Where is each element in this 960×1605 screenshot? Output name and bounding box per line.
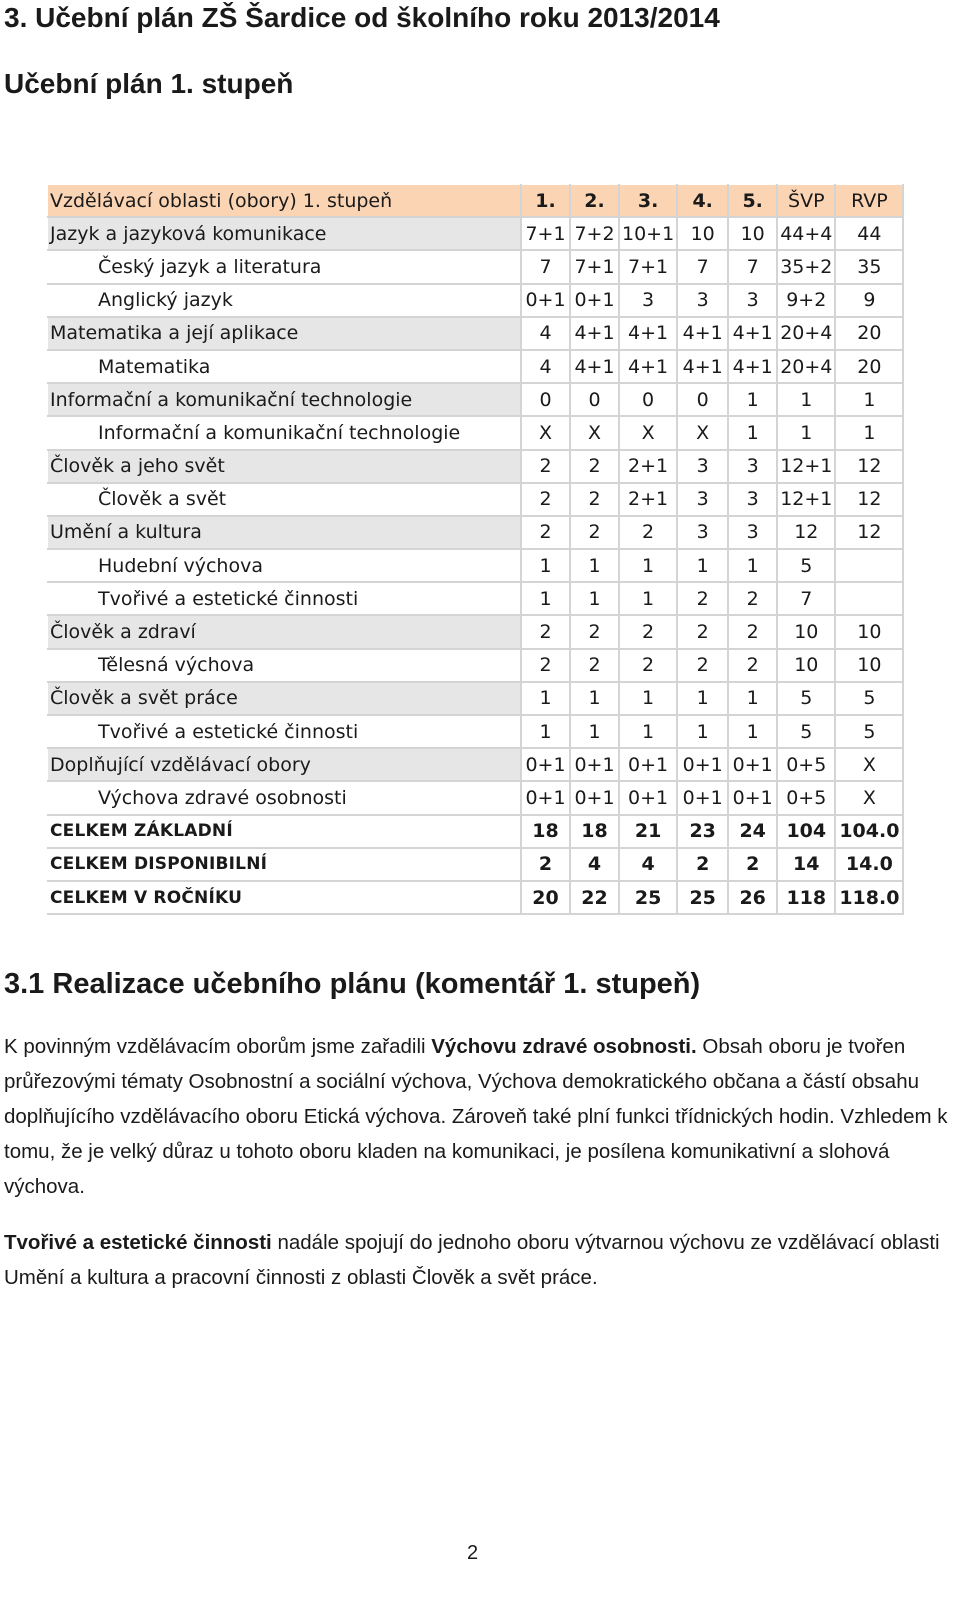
row-label-cell: Tvořivé a estetické činnosti — [48, 582, 522, 615]
table-cell: 10 — [728, 217, 777, 250]
table-cell: 0+1 — [521, 748, 570, 781]
subject-row — [48, 416, 904, 449]
table-cell: 1 — [570, 682, 619, 715]
table-cell: 1 — [777, 383, 835, 416]
page-number: 2 — [467, 1542, 479, 1564]
row-label-cell: Český jazyk a literatura — [48, 250, 522, 283]
row-label-cell: Člověk a zdraví — [48, 615, 522, 648]
table-cell: 1 — [835, 416, 903, 449]
table-cell: 20+4 — [777, 317, 835, 350]
table-cell: 2+1 — [619, 483, 677, 516]
table-cell: 104 — [777, 815, 835, 848]
table-cell: 1 — [619, 715, 677, 748]
table-cell — [835, 582, 903, 615]
row-label-cell: Umění a kultura — [48, 516, 522, 549]
table-cell: 1 — [777, 416, 835, 449]
row-label-cell: Doplňující vzdělávací obory — [48, 748, 522, 781]
table-cell: 2 — [570, 649, 619, 682]
table-cell: 1 — [677, 549, 728, 582]
table-cell: 23 — [677, 815, 728, 848]
table-cell: 20 — [835, 350, 903, 383]
header-cell-grade-2: 2. — [570, 185, 619, 218]
table-cell: 1 — [619, 582, 677, 615]
table-cell: 35 — [835, 250, 903, 283]
total-row — [48, 881, 904, 914]
table-cell: 0+1 — [570, 284, 619, 317]
row-label-cell: CELKEM ZÁKLADNÍ — [48, 815, 522, 848]
table-cell: 3 — [728, 483, 777, 516]
table-cell: 12+1 — [777, 483, 835, 516]
table-cell: 12+1 — [777, 450, 835, 483]
table-cell: 14.0 — [835, 848, 903, 881]
section-heading: 3.1 Realizace učebního plánu (komentář 1. stupeň) — [4, 968, 701, 1000]
p1-text-before: K povinným vzdělávacím oborům jsme zařadili — [4, 1035, 432, 1058]
table-cell: 1 — [521, 549, 570, 582]
table-cell: 4 — [619, 848, 677, 881]
table-cell: 0 — [570, 383, 619, 416]
table-cell: 10 — [777, 615, 835, 648]
table-cell: 26 — [728, 881, 777, 914]
table-cell: 3 — [677, 450, 728, 483]
page-title: 3. Učební plán ZŠ Šardice od školního roku 2013/2014 — [4, 2, 720, 33]
table-cell: 5 — [777, 549, 835, 582]
table-cell: 1 — [521, 582, 570, 615]
table-cell: 2 — [570, 615, 619, 648]
table-cell: 2 — [521, 615, 570, 648]
table-cell: X — [570, 416, 619, 449]
row-label-cell: Výchova zdravé osobnosti — [48, 781, 522, 814]
table-cell: 1 — [521, 682, 570, 715]
row-label-cell: CELKEM V ROČNÍKU — [48, 881, 522, 914]
table-cell: 4 — [570, 848, 619, 881]
table-cell: 20 — [835, 317, 903, 350]
table-cell: 2 — [677, 848, 728, 881]
row-label-cell: Matematika a její aplikace — [48, 317, 522, 350]
table-cell: 4+1 — [570, 317, 619, 350]
area-row — [48, 317, 904, 350]
table-cell: 7+1 — [521, 217, 570, 250]
table-cell: 1 — [728, 682, 777, 715]
table-cell: 3 — [677, 284, 728, 317]
area-row — [48, 450, 904, 483]
table-cell: 3 — [728, 516, 777, 549]
table-cell: 0+5 — [777, 781, 835, 814]
table-cell: 9 — [835, 284, 903, 317]
table-cell: 4 — [521, 350, 570, 383]
table-cell: 2 — [728, 649, 777, 682]
table-cell: 1 — [521, 715, 570, 748]
table-cell: 18 — [570, 815, 619, 848]
header-cell-rvp: RVP — [835, 185, 903, 218]
row-label-cell: Informační a komunikační technologie — [48, 416, 522, 449]
table-cell: 0+1 — [677, 781, 728, 814]
table-cell: 10 — [777, 649, 835, 682]
table-cell: 2 — [619, 649, 677, 682]
table-cell: 0+1 — [619, 748, 677, 781]
table-cell: 20+4 — [777, 350, 835, 383]
header-cell-grade-3: 3. — [619, 185, 677, 218]
area-row — [48, 516, 904, 549]
table-cell: 12 — [777, 516, 835, 549]
row-label-cell: Člověk a jeho svět — [48, 450, 522, 483]
table-cell: 14 — [777, 848, 835, 881]
curriculum-table — [47, 184, 904, 915]
table-cell: 1 — [570, 582, 619, 615]
p2-text-after: nadále spojují do jednoho oboru výtvarnou výchovu ze vzdělávací oblasti Umění a kultura a pracovní činnosti z oblasti Člověk a svět práce. — [4, 1231, 940, 1289]
table-cell: 1 — [677, 682, 728, 715]
p1-text-after: Obsah oboru je tvořen průřezovými tématy Osobnostní a sociální výchova, Výchova demokratického občana a částí obsahu doplňujícího vzdělávacího oboru Etická výchova. Zároveň také plní funkci třídnických hodin. Vzhledem k tomu, že je velký důraz u tohoto oboru kladen na komunikaci, je posílena komunikativní a slohová výchova. — [4, 1035, 948, 1198]
subject-row — [48, 250, 904, 283]
row-label-cell: Tělesná výchova — [48, 649, 522, 682]
table-cell: 4+1 — [619, 317, 677, 350]
header-cell-area: Vzdělávací oblasti (obory) 1. stupeň — [48, 185, 522, 218]
table-cell: 12 — [835, 516, 903, 549]
table-cell: X — [835, 748, 903, 781]
table-cell: 3 — [677, 516, 728, 549]
row-label-cell: Matematika — [48, 350, 522, 383]
table-cell: 2 — [570, 516, 619, 549]
table-cell: 3 — [677, 483, 728, 516]
table-cell: 0+1 — [677, 748, 728, 781]
table-cell: 0+1 — [728, 748, 777, 781]
table-cell: 12 — [835, 483, 903, 516]
table-cell: 0+1 — [570, 748, 619, 781]
table-cell: 0 — [619, 383, 677, 416]
table-cell: 1 — [619, 549, 677, 582]
table-cell: 1 — [728, 549, 777, 582]
commentary-paragraph-1 — [4, 1029, 949, 1204]
table-cell: 10 — [835, 615, 903, 648]
table-cell: 44 — [835, 217, 903, 250]
table-cell: X — [677, 416, 728, 449]
row-label-cell: Člověk a svět práce — [48, 682, 522, 715]
table-cell: 21 — [619, 815, 677, 848]
table-cell: 2 — [728, 615, 777, 648]
row-label-cell: Jazyk a jazyková komunikace — [48, 217, 522, 250]
table-cell: 0+1 — [521, 781, 570, 814]
row-label-cell: Anglický jazyk — [48, 284, 522, 317]
table-cell: 22 — [570, 881, 619, 914]
table-cell: X — [619, 416, 677, 449]
table-cell: 2 — [570, 483, 619, 516]
table-cell: 1 — [728, 416, 777, 449]
row-label-cell: Tvořivé a estetické činnosti — [48, 715, 522, 748]
table-cell: 1 — [570, 715, 619, 748]
table-cell: 118 — [777, 881, 835, 914]
table-cell: 1 — [728, 715, 777, 748]
table-cell: 2 — [728, 848, 777, 881]
subject-row — [48, 549, 904, 582]
table-cell: 0+1 — [521, 284, 570, 317]
table-cell: 3 — [728, 284, 777, 317]
table-cell: X — [835, 781, 903, 814]
commentary-paragraph-2 — [4, 1225, 949, 1295]
table-cell: 2 — [521, 483, 570, 516]
area-row — [48, 748, 904, 781]
table-cell: 10 — [835, 649, 903, 682]
table-cell: 35+2 — [777, 250, 835, 283]
table-cell: 25 — [619, 881, 677, 914]
table-cell: 7+1 — [570, 250, 619, 283]
table-cell: 1 — [619, 682, 677, 715]
table-cell: 7 — [728, 250, 777, 283]
table-cell: 2 — [521, 649, 570, 682]
table-cell: 0+1 — [619, 781, 677, 814]
table-cell: 3 — [619, 284, 677, 317]
table-cell: 2 — [521, 450, 570, 483]
header-cell-grade-1: 1. — [521, 185, 570, 218]
table-cell: 5 — [777, 682, 835, 715]
table-header-row — [48, 185, 904, 218]
table-cell: 20 — [521, 881, 570, 914]
table-cell: 10+1 — [619, 217, 677, 250]
subject-row — [48, 284, 904, 317]
table-cell: 0+1 — [728, 781, 777, 814]
subject-row — [48, 483, 904, 516]
table-cell: 12 — [835, 450, 903, 483]
row-label-cell: CELKEM DISPONIBILNÍ — [48, 848, 522, 881]
table-cell: 2 — [677, 615, 728, 648]
area-row — [48, 615, 904, 648]
total-row — [48, 848, 904, 881]
table-cell: 2 — [619, 516, 677, 549]
table-cell: 2 — [619, 615, 677, 648]
table-cell: 18 — [521, 815, 570, 848]
table-cell: 1 — [728, 383, 777, 416]
area-row — [48, 682, 904, 715]
table-cell: 2+1 — [619, 450, 677, 483]
table-cell: 44+4 — [777, 217, 835, 250]
table-cell: 4+1 — [677, 350, 728, 383]
table-cell: 5 — [835, 715, 903, 748]
table-cell: 7 — [677, 250, 728, 283]
table-cell: 1 — [677, 715, 728, 748]
area-row — [48, 217, 904, 250]
subject-row — [48, 649, 904, 682]
header-cell-svp: ŠVP — [777, 185, 835, 218]
subject-row — [48, 781, 904, 814]
table-cell: 7 — [777, 582, 835, 615]
row-label-cell: Informační a komunikační technologie — [48, 383, 522, 416]
table-cell: 0 — [677, 383, 728, 416]
table-cell: 3 — [728, 450, 777, 483]
table-cell: 10 — [677, 217, 728, 250]
table-cell: 7+2 — [570, 217, 619, 250]
table-cell: 1 — [835, 383, 903, 416]
table-cell: 24 — [728, 815, 777, 848]
table-cell: X — [521, 416, 570, 449]
subject-row — [48, 582, 904, 615]
table-cell: 0 — [521, 383, 570, 416]
table-cell: 104.0 — [835, 815, 903, 848]
subject-row — [48, 350, 904, 383]
total-row — [48, 815, 904, 848]
table-cell: 4+1 — [619, 350, 677, 383]
table-cell: 118.0 — [835, 881, 903, 914]
table-cell: 1 — [570, 549, 619, 582]
table-cell: 4+1 — [728, 317, 777, 350]
table-cell: 2 — [677, 649, 728, 682]
table-cell: 4+1 — [728, 350, 777, 383]
area-row — [48, 383, 904, 416]
table-cell — [835, 549, 903, 582]
table-cell: 0+1 — [570, 781, 619, 814]
header-cell-grade-4: 4. — [677, 185, 728, 218]
table-cell: 4+1 — [677, 317, 728, 350]
row-label-cell: Člověk a svět — [48, 483, 522, 516]
table-cell: 2 — [677, 582, 728, 615]
header-cell-grade-5: 5. — [728, 185, 777, 218]
table-cell: 2 — [521, 516, 570, 549]
table-cell: 0+5 — [777, 748, 835, 781]
table-cell: 5 — [777, 715, 835, 748]
table-cell: 25 — [677, 881, 728, 914]
table-cell: 9+2 — [777, 284, 835, 317]
table-cell: 4 — [521, 317, 570, 350]
table-cell: 2 — [570, 450, 619, 483]
row-label-cell: Hudební výchova — [48, 549, 522, 582]
subject-row — [48, 715, 904, 748]
table-cell: 4+1 — [570, 350, 619, 383]
table-cell: 2 — [521, 848, 570, 881]
p1-bold-text: Výchovu zdravé osobnosti. — [431, 1035, 697, 1058]
table-cell: 5 — [835, 682, 903, 715]
table-cell: 7 — [521, 250, 570, 283]
p2-bold-text: Tvořivé a estetické činnosti — [4, 1231, 272, 1254]
table-cell: 7+1 — [619, 250, 677, 283]
plan-subtitle: Učební plán 1. stupeň — [4, 68, 294, 99]
table-cell: 2 — [728, 582, 777, 615]
